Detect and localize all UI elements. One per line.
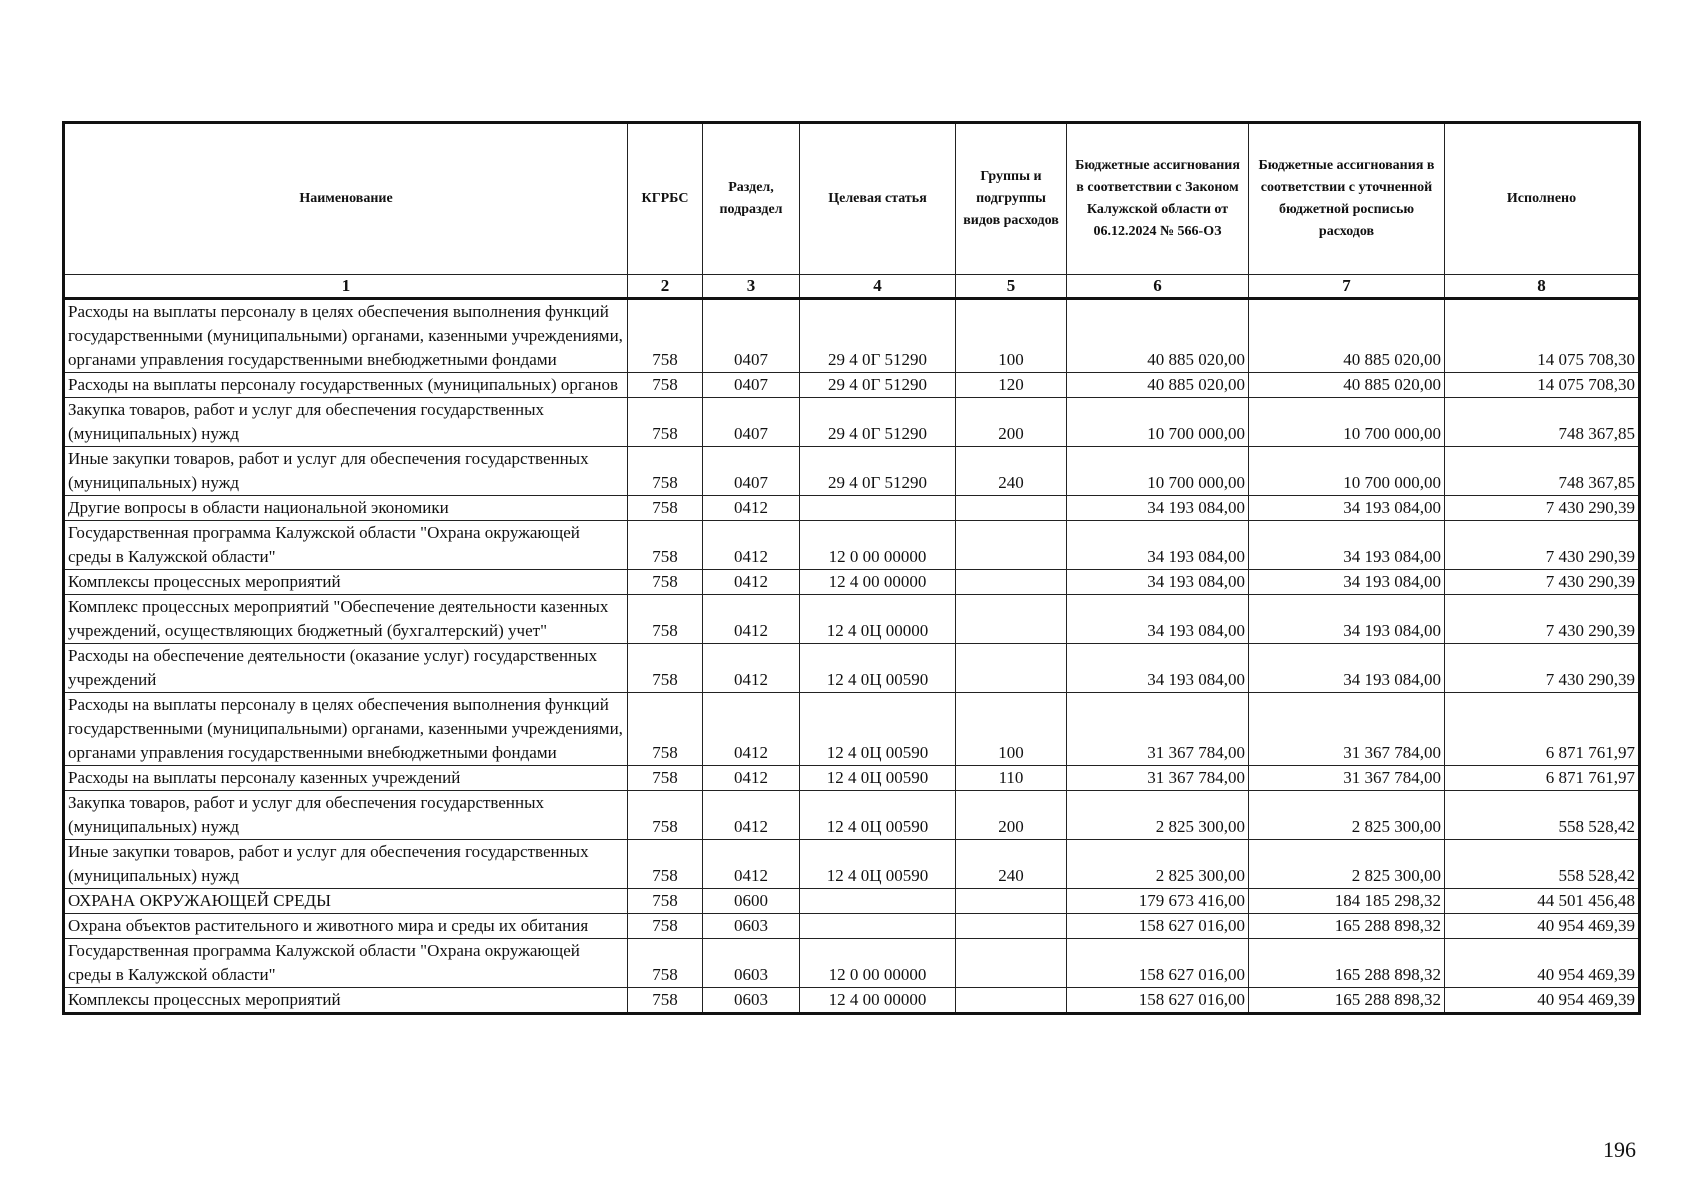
cell-kgrbs: 758 (628, 766, 703, 791)
cell-section: 0407 (703, 398, 800, 447)
cell-kgrbs: 758 (628, 595, 703, 644)
table-row (64, 644, 1640, 693)
cell-executed: 7 430 290,39 (1445, 644, 1640, 693)
cell-name: Расходы на выплаты персоналу в целях обеспечения выполнения функций государственными (муниципальными) органами, казенными учреждениями, органами управления государственными внебюджетными фондами (64, 299, 628, 373)
cell-group (956, 595, 1067, 644)
cell-refined: 34 193 084,00 (1249, 644, 1445, 693)
cell-section: 0412 (703, 496, 800, 521)
column-number: 5 (956, 275, 1067, 299)
header-kgrbs: КГРБС (628, 123, 703, 275)
table-row (64, 791, 1640, 840)
cell-section: 0412 (703, 693, 800, 766)
cell-executed: 6 871 761,97 (1445, 693, 1640, 766)
cell-name: Расходы на выплаты персоналу в целях обеспечения выполнения функций государственными (муниципальными) органами, казенными учреждениями, органами управления государственными внебюджетными фондами (64, 693, 628, 766)
cell-target: 12 4 0Ц 00590 (800, 791, 956, 840)
cell-group: 240 (956, 447, 1067, 496)
cell-executed: 14 075 708,30 (1445, 373, 1640, 398)
cell-target (800, 889, 956, 914)
cell-target (800, 914, 956, 939)
cell-kgrbs: 758 (628, 889, 703, 914)
cell-refined: 10 700 000,00 (1249, 398, 1445, 447)
cell-refined: 34 193 084,00 (1249, 570, 1445, 595)
cell-law: 2 825 300,00 (1067, 791, 1249, 840)
cell-kgrbs: 758 (628, 791, 703, 840)
table-row (64, 570, 1640, 595)
cell-law: 179 673 416,00 (1067, 889, 1249, 914)
cell-law: 31 367 784,00 (1067, 693, 1249, 766)
cell-refined: 34 193 084,00 (1249, 496, 1445, 521)
header-row (64, 123, 1640, 275)
cell-target: 29 4 0Г 51290 (800, 447, 956, 496)
cell-executed: 44 501 456,48 (1445, 889, 1640, 914)
column-number: 3 (703, 275, 800, 299)
cell-section: 0407 (703, 299, 800, 373)
cell-kgrbs: 758 (628, 939, 703, 988)
cell-group: 200 (956, 398, 1067, 447)
table-row (64, 840, 1640, 889)
cell-group (956, 939, 1067, 988)
cell-refined: 165 288 898,32 (1249, 939, 1445, 988)
cell-section: 0412 (703, 791, 800, 840)
cell-name: Закупка товаров, работ и услуг для обеспечения государственных (муниципальных) нужд (64, 791, 628, 840)
cell-kgrbs: 758 (628, 840, 703, 889)
cell-name: Государственная программа Калужской области "Охрана окружающей среды в Калужской области" (64, 939, 628, 988)
cell-kgrbs: 758 (628, 570, 703, 595)
cell-law: 158 627 016,00 (1067, 988, 1249, 1014)
cell-group (956, 988, 1067, 1014)
column-number: 6 (1067, 275, 1249, 299)
header-target-article: Целевая статья (800, 123, 956, 275)
cell-group: 240 (956, 840, 1067, 889)
cell-executed: 558 528,42 (1445, 791, 1640, 840)
cell-name: Другие вопросы в области национальной экономики (64, 496, 628, 521)
cell-executed: 7 430 290,39 (1445, 595, 1640, 644)
table-row (64, 299, 1640, 373)
cell-group (956, 570, 1067, 595)
cell-name: Расходы на выплаты персоналу государственных (муниципальных) органов (64, 373, 628, 398)
cell-law: 34 193 084,00 (1067, 496, 1249, 521)
column-number-row (64, 275, 1640, 299)
cell-target: 12 4 0Ц 00000 (800, 595, 956, 644)
cell-law: 2 825 300,00 (1067, 840, 1249, 889)
cell-name: Государственная программа Калужской области "Охрана окружающей среды в Калужской области" (64, 521, 628, 570)
cell-kgrbs: 758 (628, 398, 703, 447)
cell-law: 158 627 016,00 (1067, 939, 1249, 988)
cell-refined: 165 288 898,32 (1249, 988, 1445, 1014)
cell-group: 100 (956, 693, 1067, 766)
cell-name: Иные закупки товаров, работ и услуг для обеспечения государственных (муниципальных) нужд (64, 840, 628, 889)
cell-target: 12 4 0Ц 00590 (800, 840, 956, 889)
cell-section: 0407 (703, 373, 800, 398)
header-law-appropriations: Бюджетные ассигнования в соответствии с Законом Калужской области от 06.12.2024 № 566-ОЗ (1067, 123, 1249, 275)
cell-refined: 2 825 300,00 (1249, 791, 1445, 840)
cell-section: 0412 (703, 570, 800, 595)
cell-refined: 34 193 084,00 (1249, 595, 1445, 644)
table-row (64, 766, 1640, 791)
cell-group: 110 (956, 766, 1067, 791)
column-number: 8 (1445, 275, 1640, 299)
cell-kgrbs: 758 (628, 914, 703, 939)
cell-name: Иные закупки товаров, работ и услуг для обеспечения государственных (муниципальных) нужд (64, 447, 628, 496)
cell-target: 12 4 0Ц 00590 (800, 693, 956, 766)
cell-kgrbs: 758 (628, 447, 703, 496)
cell-section: 0412 (703, 766, 800, 791)
cell-target: 12 4 0Ц 00590 (800, 766, 956, 791)
cell-group (956, 521, 1067, 570)
cell-group: 120 (956, 373, 1067, 398)
cell-kgrbs: 758 (628, 644, 703, 693)
cell-law: 40 885 020,00 (1067, 373, 1249, 398)
header-name: Наименование (64, 123, 628, 275)
cell-kgrbs: 758 (628, 373, 703, 398)
cell-name: Охрана объектов растительного и животного мира и среды их обитания (64, 914, 628, 939)
cell-section: 0600 (703, 889, 800, 914)
cell-name: Комплексы процессных мероприятий (64, 988, 628, 1014)
cell-section: 0407 (703, 447, 800, 496)
table-row (64, 939, 1640, 988)
cell-refined: 31 367 784,00 (1249, 693, 1445, 766)
table-row (64, 373, 1640, 398)
cell-target: 12 4 0Ц 00590 (800, 644, 956, 693)
cell-group (956, 914, 1067, 939)
table-row (64, 398, 1640, 447)
table-row (64, 496, 1640, 521)
cell-law: 34 193 084,00 (1067, 644, 1249, 693)
cell-executed: 40 954 469,39 (1445, 988, 1640, 1014)
table-row (64, 914, 1640, 939)
cell-target: 12 0 00 00000 (800, 939, 956, 988)
cell-kgrbs: 758 (628, 988, 703, 1014)
cell-target: 29 4 0Г 51290 (800, 373, 956, 398)
column-number: 4 (800, 275, 956, 299)
header-refined-appropriations: Бюджетные ассигнования в соответствии с уточненной бюджетной росписью расходов (1249, 123, 1445, 275)
cell-section: 0412 (703, 595, 800, 644)
cell-name: ОХРАНА ОКРУЖАЮЩЕЙ СРЕДЫ (64, 889, 628, 914)
table-body (64, 299, 1640, 1014)
cell-refined: 2 825 300,00 (1249, 840, 1445, 889)
cell-kgrbs: 758 (628, 496, 703, 521)
column-number: 7 (1249, 275, 1445, 299)
cell-section: 0603 (703, 939, 800, 988)
cell-target: 12 4 00 00000 (800, 570, 956, 595)
cell-refined: 10 700 000,00 (1249, 447, 1445, 496)
cell-law: 34 193 084,00 (1067, 595, 1249, 644)
cell-executed: 40 954 469,39 (1445, 939, 1640, 988)
cell-executed: 7 430 290,39 (1445, 496, 1640, 521)
cell-executed: 6 871 761,97 (1445, 766, 1640, 791)
table-row (64, 988, 1640, 1014)
cell-name: Закупка товаров, работ и услуг для обеспечения государственных (муниципальных) нужд (64, 398, 628, 447)
cell-kgrbs: 758 (628, 521, 703, 570)
cell-refined: 184 185 298,32 (1249, 889, 1445, 914)
cell-refined: 165 288 898,32 (1249, 914, 1445, 939)
cell-section: 0412 (703, 840, 800, 889)
cell-law: 34 193 084,00 (1067, 521, 1249, 570)
cell-target: 29 4 0Г 51290 (800, 299, 956, 373)
cell-law: 10 700 000,00 (1067, 398, 1249, 447)
column-number: 2 (628, 275, 703, 299)
page-number: 196 (1603, 1137, 1636, 1162)
cell-target: 29 4 0Г 51290 (800, 398, 956, 447)
cell-name: Расходы на выплаты персоналу казенных учреждений (64, 766, 628, 791)
budget-table-wrapper (62, 121, 1641, 1015)
cell-executed: 7 430 290,39 (1445, 570, 1640, 595)
cell-refined: 40 885 020,00 (1249, 373, 1445, 398)
cell-group (956, 644, 1067, 693)
cell-law: 158 627 016,00 (1067, 914, 1249, 939)
cell-executed: 748 367,85 (1445, 398, 1640, 447)
cell-law: 31 367 784,00 (1067, 766, 1249, 791)
cell-section: 0412 (703, 644, 800, 693)
cell-group (956, 496, 1067, 521)
cell-executed: 748 367,85 (1445, 447, 1640, 496)
cell-law: 34 193 084,00 (1067, 570, 1249, 595)
table-row (64, 521, 1640, 570)
budget-table (62, 121, 1641, 1015)
table-row (64, 693, 1640, 766)
cell-executed: 558 528,42 (1445, 840, 1640, 889)
table-row (64, 595, 1640, 644)
cell-group: 200 (956, 791, 1067, 840)
cell-target: 12 4 00 00000 (800, 988, 956, 1014)
cell-kgrbs: 758 (628, 693, 703, 766)
header-expense-groups: Группы и подгруппы видов расходов (956, 123, 1067, 275)
table-row (64, 889, 1640, 914)
cell-executed: 14 075 708,30 (1445, 299, 1640, 373)
cell-group: 100 (956, 299, 1067, 373)
cell-kgrbs: 758 (628, 299, 703, 373)
cell-name: Расходы на обеспечение деятельности (оказание услуг) государственных учреждений (64, 644, 628, 693)
cell-target (800, 496, 956, 521)
cell-section: 0603 (703, 914, 800, 939)
column-number: 1 (64, 275, 628, 299)
cell-group (956, 889, 1067, 914)
cell-name: Комплексы процессных мероприятий (64, 570, 628, 595)
header-executed: Исполнено (1445, 123, 1640, 275)
cell-executed: 7 430 290,39 (1445, 521, 1640, 570)
cell-name: Комплекс процессных мероприятий "Обеспечение деятельности казенных учреждений, осуществляющих бюджетный (бухгалтерский) учет" (64, 595, 628, 644)
cell-section: 0603 (703, 988, 800, 1014)
cell-refined: 40 885 020,00 (1249, 299, 1445, 373)
cell-law: 40 885 020,00 (1067, 299, 1249, 373)
table-row (64, 447, 1640, 496)
cell-law: 10 700 000,00 (1067, 447, 1249, 496)
cell-section: 0412 (703, 521, 800, 570)
header-section: Раздел, подраздел (703, 123, 800, 275)
cell-executed: 40 954 469,39 (1445, 914, 1640, 939)
cell-target: 12 0 00 00000 (800, 521, 956, 570)
cell-refined: 34 193 084,00 (1249, 521, 1445, 570)
cell-refined: 31 367 784,00 (1249, 766, 1445, 791)
